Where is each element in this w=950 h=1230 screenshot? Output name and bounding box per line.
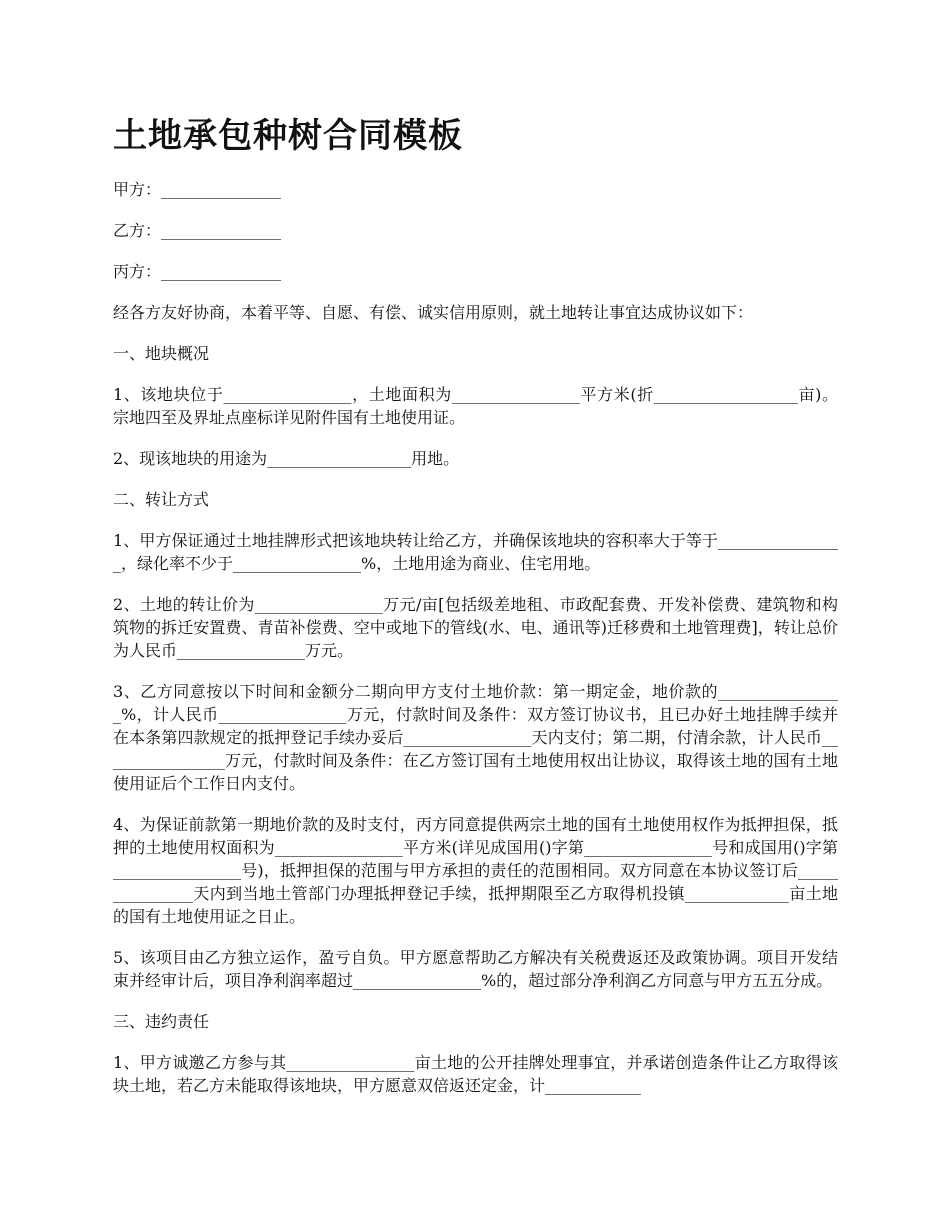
party-b-line: 乙方：_______________ bbox=[113, 221, 282, 240]
party-a-line: 甲方：_______________ bbox=[113, 180, 282, 199]
clause-plot-usage: 2、现该地块的用途为__________________用地。 bbox=[113, 449, 460, 468]
clause-liability-refund: 1、甲方诚邀乙方参与其________________亩土地的公开挂牌处理事宜，并承诺创造条件让乙方取得该块土地，若乙方未能取得该地块，甲方愿意双倍返还定金，计____________ bbox=[113, 1053, 838, 1095]
clause-mortgage-guarantee: 4、为保证前款第一期地价款的及时支付，丙方同意提供两宗土地的国有土地使用权作为抵押担保，抵押的土地使用权面积为________________平方米(详见成国用()字第________________号和成国用()字第________________号)，抵押担保的范围与甲方承担的责任的范围相同。双方同意在本协议签订后_______________天内到当地土管部门办理抵押登记手续，抵押期限至乙方取得机投镇_____________亩土地的国有土地使用证之日止。 bbox=[113, 815, 838, 926]
clause-payment-schedule: 3、乙方同意按以下时间和金额分二期向甲方支付土地价款：第一期定金，地价款的________________%，计人民币________________万元，付款时间及条件：双方签订协议书，且已办好土地挂牌手续并在本条第四款规定的抵押登记手续办妥后________________天内支付；第二期，付清余款，计人民币________________万元，付款时间及条件：在乙方签订国有土地使用权出让协议，取得该土地的国有土地使用证后个工作日内支付。 bbox=[113, 682, 838, 793]
clause-plot-location: 1、该地块位于________________，土地面积为________________平方米(折__________________亩)。宗地四至及界址点座标详见附件国有土地使用证。 bbox=[113, 385, 838, 427]
document-page bbox=[113, 108, 838, 1115]
clause-transfer-price: 2、土地的转让价为________________万元/亩[包括级差地租、市政配套费、开发补偿费、建筑物和构筑物的拆迁安置费、青苗补偿费、空中或地下的管线(水、电、通讯等)迁移费和土地管理费]，转让总价为人民币________________万元。 bbox=[113, 595, 838, 660]
section-heading-plot-overview: 一、地块概况 bbox=[113, 344, 210, 363]
clause-transfer-guarantee: 1、甲方保证通过土地挂牌形式把该地块转让给乙方，并确保该地块的容积率大于等于________________，绿化率不少于________________%，土地用途为商业、住宅用地。 bbox=[113, 531, 838, 573]
preamble-paragraph: 经各方友好协商，本着平等、自愿、有偿、诚实信用原则，就土地转让事宜达成协议如下： bbox=[113, 303, 754, 322]
document-title: 土地承包种树合同模板 bbox=[113, 116, 463, 156]
section-heading-transfer-method: 二、转让方式 bbox=[113, 490, 210, 509]
clause-profit-sharing: 5、该项目由乙方独立运作，盈亏自负。甲方愿意帮助乙方解决有关税费返还及政策协调。项目开发结束并经审计后，项目净利润率超过________________%的，超过部分净利润乙方同意与甲方五五分成。 bbox=[113, 948, 838, 990]
party-c-line: 丙方：_______________ bbox=[113, 262, 282, 281]
section-heading-liability: 三、违约责任 bbox=[113, 1012, 210, 1031]
